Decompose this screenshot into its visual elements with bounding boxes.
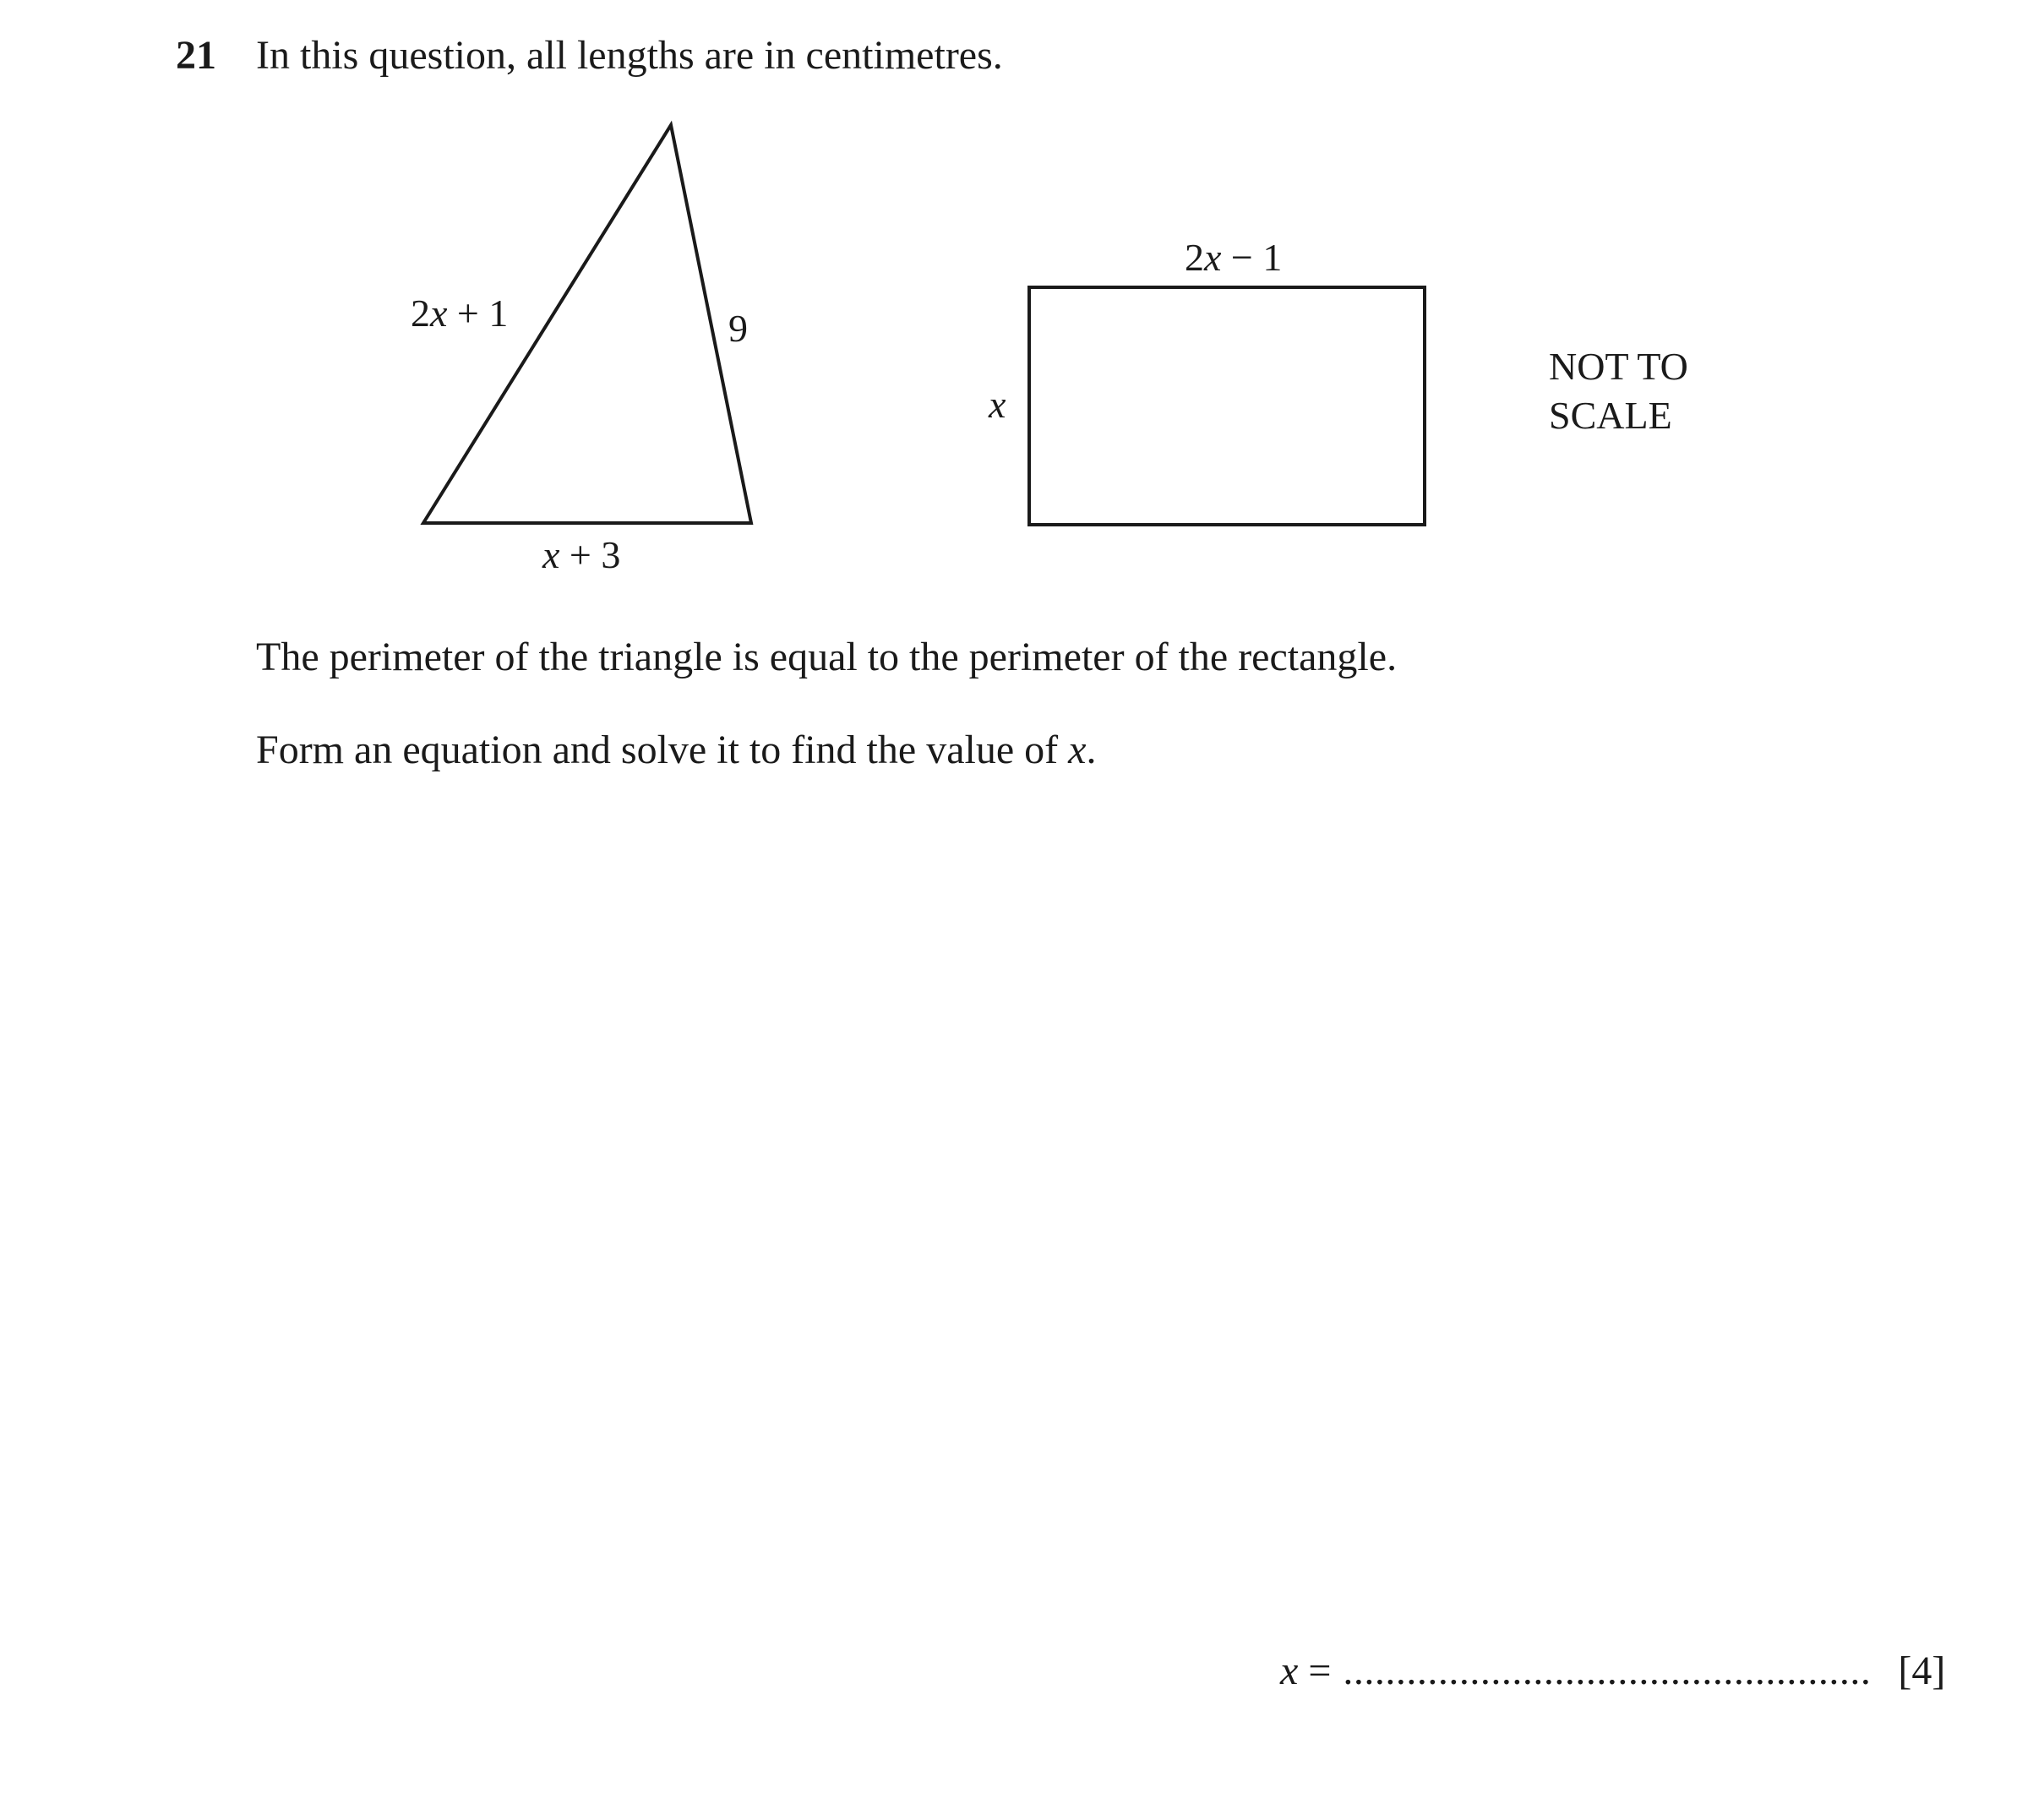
instruction-prefix: Form an equation and solve it to find the value of	[256, 728, 1069, 772]
question-intro: In this question, all lengths are in centimetres.	[256, 33, 1003, 78]
answer-line	[1280, 1648, 1945, 1694]
rectangle-top-label: 2x − 1	[1185, 236, 1283, 279]
instruction-var: x	[1068, 728, 1087, 772]
triangle-base-label: x + 3	[542, 533, 621, 576]
rectangle-left-label: x	[989, 383, 1006, 426]
not-to-scale-line-1: NOT TO	[1549, 345, 1688, 388]
figure	[0, 0, 2044, 608]
answer-equals: =	[1298, 1649, 1332, 1693]
triangle-left-label: 2x + 1	[411, 292, 509, 335]
answer-variable: x	[1280, 1649, 1299, 1693]
instruction-text	[256, 727, 1096, 773]
marks-label: [4]	[1898, 1649, 1946, 1693]
question-number: 21	[176, 33, 216, 78]
not-to-scale-line-2: SCALE	[1549, 394, 1672, 437]
not-to-scale-note	[1549, 342, 1688, 440]
answer-field[interactable]: ..................................................	[1343, 1649, 1872, 1693]
instruction-suffix: .	[1086, 728, 1097, 772]
triangle-right-label: 9	[728, 307, 748, 350]
statement-text: The perimeter of the triangle is equal to the perimeter of the rectangle.	[256, 635, 1398, 679]
rectangle-shape	[1029, 287, 1425, 525]
